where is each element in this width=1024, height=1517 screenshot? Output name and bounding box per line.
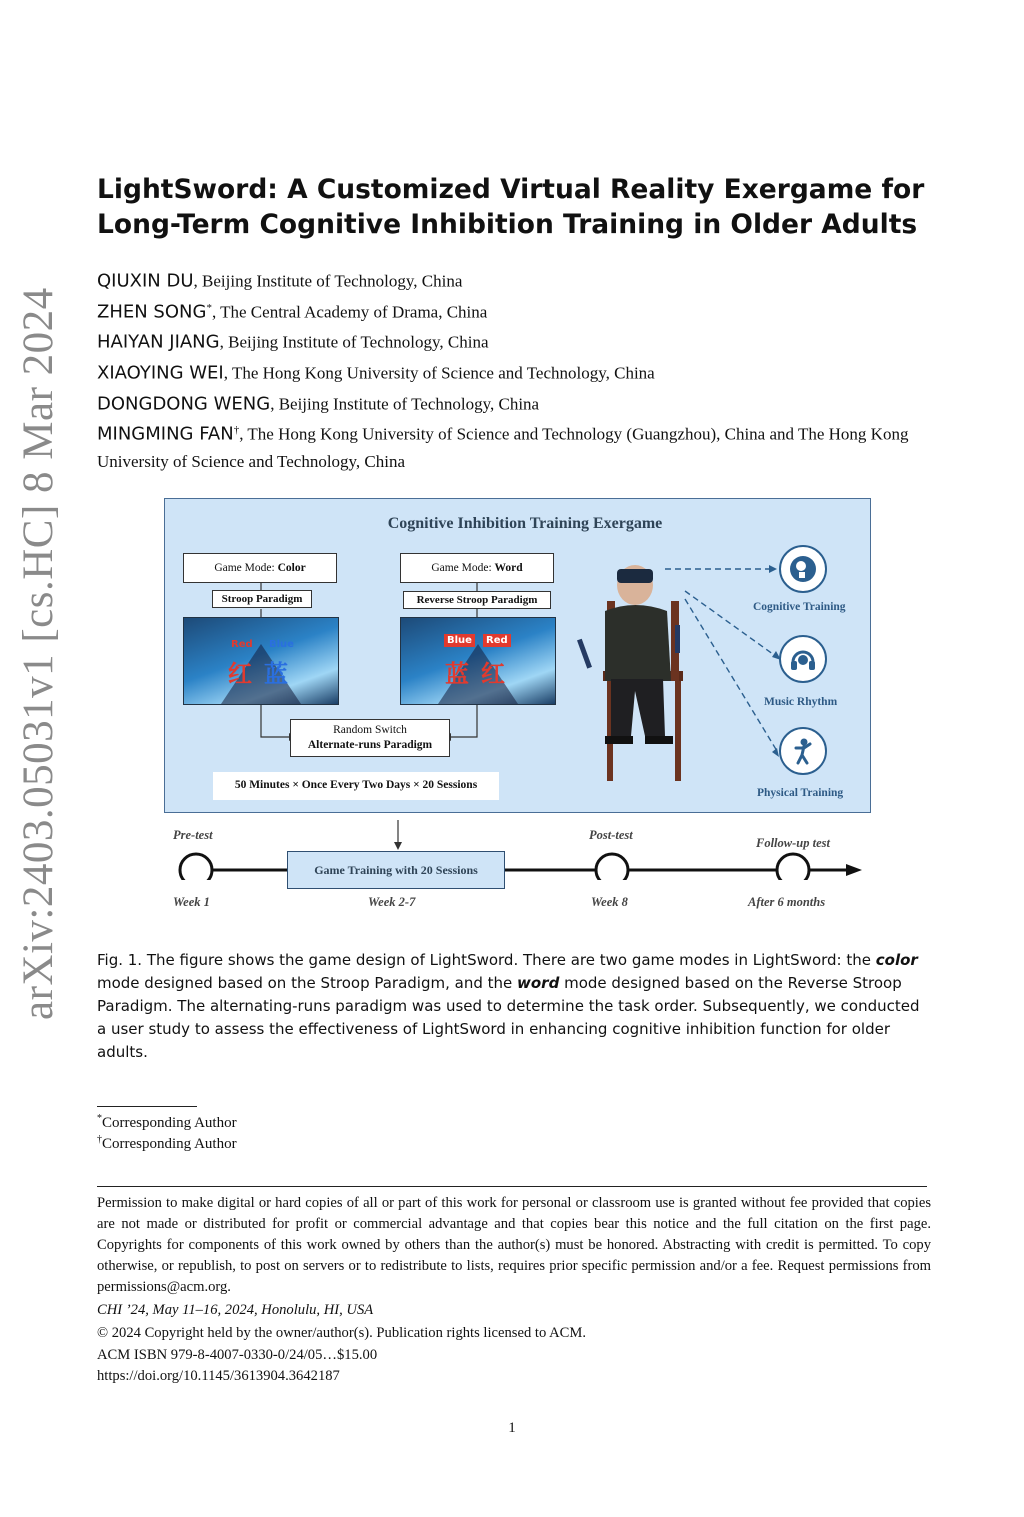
author-name: ZHEN SONG (97, 301, 207, 323)
brain-icon (779, 545, 827, 593)
game-label-right: Blue (269, 639, 294, 650)
timeline-label-week2-7: Week 2-7 (368, 895, 416, 909)
game-char-right: 红 (481, 660, 505, 688)
author-list (97, 264, 947, 475)
figure-title: Cognitive Inhibition Training Exergame (387, 515, 663, 532)
timeline-label-followup: Follow-up test (756, 836, 830, 850)
game-char-right: 蓝 (264, 660, 288, 688)
stroop-label: Stroop Paradigm (212, 590, 312, 608)
exercise-icon (779, 727, 827, 775)
timeline-label-pretest: Pre-test (173, 828, 213, 842)
mode-word-box (400, 553, 554, 583)
headphones-glyph (788, 644, 818, 674)
training-sessions-box: Game Training with 20 Sessions (287, 851, 505, 889)
title-line-1: LightSword: A Customized Virtual Reality Exergame for (97, 174, 925, 205)
benefit-label-cognitive: Cognitive Training (753, 601, 846, 613)
author-entry (97, 295, 947, 326)
timeline-label-after6: After 6 months (748, 895, 826, 909)
mode-value: Word (494, 562, 523, 574)
venue: CHI ’24, May 11–16, 2024, Honolulu, HI, USA (97, 1302, 374, 1318)
footnote-text: Corresponding Author (102, 1136, 237, 1152)
caption-emphasis-word: word (517, 974, 560, 992)
benefit-label-music: Music Rhythm (764, 696, 838, 708)
switch-line-1: Random Switch (333, 724, 407, 736)
permission-rule (97, 1186, 927, 1187)
switch-line-2: Alternate-runs Paradigm (307, 739, 433, 751)
game-char-left: 蓝 (445, 660, 469, 688)
timeline-label-week1: Week 1 (173, 895, 210, 909)
doi-link[interactable]: https://doi.org/10.1145/3613904.3642187 (97, 1368, 340, 1384)
timeline-label-posttest: Post-test (589, 828, 633, 842)
author-name: MINGMING FAN (97, 423, 234, 445)
permission-notice: Permission to make digital or hard copies of all or part of this work for personal or classroom use is granted without fee provided that copies are not made or distributed for profit or commercial advantage and that copies bear this notice and the full citation on the first page. Copyrights for components of this work owned by others than the author(s) must be honored. Abstracting with credit is permitted. To copy otherwise, or republish, to post on servers or to redistribute to lists, requires prior specific permission and/or a fee. Request permissions from permissions@acm.org. (97, 1195, 931, 1295)
game-label-left: Blue (444, 634, 475, 647)
figure-caption (97, 949, 929, 1064)
figure-panel (164, 498, 871, 813)
footnote-text: Corresponding Author (102, 1115, 237, 1131)
author-entry (97, 264, 947, 295)
author-entry (97, 387, 947, 418)
author-entry (97, 417, 947, 475)
game-char-left: 红 (228, 660, 252, 688)
reverse-stroop-label: Reverse Stroop Paradigm (403, 591, 551, 609)
author-entry (97, 325, 947, 356)
random-switch-box (290, 719, 450, 757)
footnote-rule (97, 1106, 197, 1107)
footnote-mark: † (97, 1134, 102, 1145)
title-line-2: Long-Term Cognitive Inhibition Training in Older Adults (97, 209, 918, 240)
exercise-glyph (788, 736, 818, 766)
author-affiliation: , Beijing Institute of Technology, China (219, 332, 489, 352)
brain-glyph (788, 554, 818, 584)
author-entry (97, 356, 947, 387)
caption-suffix: mode designed based on the Reverse Stroop Paradigm. The alternating-runs paradigm was used to determine the task order. Subsequently, we conducted a user study to assess the effectiveness of LightSword in enhancing cognitive inhibition function for older adults. (97, 974, 920, 1061)
game-label-left: Red (231, 639, 253, 650)
author-affiliation: , The Hong Kong University of Science and Technology (Guangzhou), China and The Hong Kong University of Science and Technology, China (97, 424, 909, 471)
copyright: © 2024 Copyright held by the owner/author(s). Publication rights licensed to ACM. (97, 1325, 586, 1341)
author-affiliation: , Beijing Institute of Technology, China (193, 271, 463, 291)
footnote (97, 1113, 237, 1132)
mode-color-box (183, 553, 337, 583)
game-label-right: Red (483, 634, 511, 647)
timeline-label-week8: Week 8 (591, 895, 628, 909)
author-affiliation: , The Hong Kong University of Science and Technology, China (223, 363, 655, 383)
reverse-stroop-game-screenshot (400, 617, 556, 705)
arxiv-identifier: arXiv:2403.05031v1 [cs.HC] 8 Mar 2024 (15, 287, 62, 1020)
isbn: ACM ISBN 979-8-4007-0330-0/24/05…$15.00 (97, 1347, 378, 1363)
caption-emphasis-color: color (875, 951, 918, 969)
page-number: 1 (508, 1420, 516, 1436)
footnote (97, 1134, 237, 1153)
headphones-icon (779, 635, 827, 683)
author-name: XIAOYING WEI (97, 362, 224, 384)
mode-value: Color (277, 562, 306, 574)
author-name: DONGDONG WENG (97, 393, 271, 415)
author-affiliation: , Beijing Institute of Technology, China (270, 394, 540, 414)
author-mark: † (233, 424, 240, 437)
author-name: HAIYAN JIANG (97, 331, 220, 353)
footnote-mark: * (97, 1113, 102, 1124)
author-name: QIUXIN DU (97, 270, 194, 292)
benefit-label-physical: Physical Training (757, 787, 844, 799)
mode-prefix: Game Mode: (431, 562, 495, 574)
mode-prefix: Game Mode: (214, 562, 278, 574)
stroop-game-screenshot (183, 617, 339, 705)
caption-mid: mode designed based on the Stroop Paradigm, and the (97, 974, 518, 992)
author-mark: * (206, 301, 212, 314)
participant-photo (575, 561, 705, 791)
caption-prefix: Fig. 1. The figure shows the game design of LightSword. There are two game modes in LightSword: the (97, 951, 876, 969)
paper-title (97, 172, 957, 242)
author-affiliation: , The Central Academy of Drama, China (211, 302, 488, 322)
sessions-box: 50 Minutes × Once Every Two Days × 20 Sessions (213, 772, 499, 800)
